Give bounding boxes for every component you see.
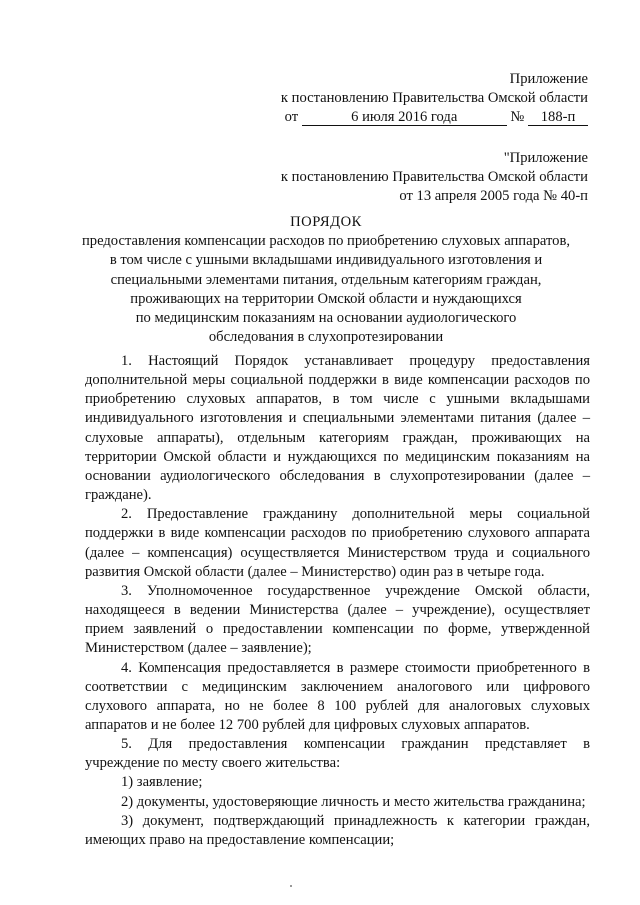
- decree-number: 188-п: [528, 110, 588, 126]
- original-appendix-label: "Приложение: [503, 150, 588, 166]
- decree-reference: к постановлению Правительства Омской области: [280, 90, 588, 106]
- decree-date-line: [258, 108, 588, 127]
- document-title: [60, 213, 592, 347]
- title-line: обследования в слухопротезировании: [208, 329, 444, 346]
- paragraph-4: 4. Компенсация предоставляется в размере стоимости приобретенного в соответствии с медицинским заключением аналогового или цифрового слухового аппарата, но не более 8 100 рублей для аналоговых слуховых аппаратов и не более 12 700 рублей для цифровых слуховых аппаратов.: [85, 659, 590, 733]
- paragraph-2: 2. Предоставление гражданину дополнительной меры социальной поддержки в виде компенсации расходов по приобретению слухового аппарата (далее – компенсация) осуществляется Министерством труда и социального развития Омской области (далее – Министерство) один раз в четыре года.: [85, 506, 590, 580]
- scan-speck: [290, 885, 292, 887]
- original-decree-date: от 13 апреля 2005 года № 40-п: [399, 188, 588, 204]
- paragraph-5: 5. Для предоставления компенсации гражданин представляет в учреждение по месту своего жительства:: [85, 736, 590, 772]
- appendix-header: [258, 70, 588, 206]
- title-line: предоставления компенсации расходов по приобретению слуховых аппаратов,: [81, 233, 570, 250]
- title-line: по медицинским показаниям на основании аудиологического: [135, 310, 517, 327]
- document-body: [85, 352, 590, 850]
- paragraph-1: 1. Настоящий Порядок устанавливает процедуру предоставления дополнительной меры социальной поддержки в виде компенсации расходов по приобретению слуховых аппаратов, в том числе с ушными вкладышами индивидуального изготовления и специальными элементами питания (далее – слуховые аппараты), отдельным категориям граждан, проживающих на территории Омской области и нуждающихся по медицинским показаниям на основании аудиологического обследования в слухопротезировании (далее – граждане).: [85, 353, 590, 504]
- list-item-1: 1) заявление;: [121, 774, 203, 791]
- title-line: в том числе с ушными вкладышами индивидуального изготовления и: [109, 252, 543, 269]
- title-heading: ПОРЯДОК: [290, 214, 362, 230]
- list-item-3: 3) документ, подтверждающий принадлежность к категории граждан, имеющих право на предоставление компенсации;: [85, 812, 590, 848]
- original-decree-reference: к постановлению Правительства Омской области: [280, 169, 588, 185]
- title-line: специальными элементами питания, отдельным категориям граждан,: [110, 271, 542, 288]
- list-item-2: 2) документы, удостоверяющие личность и место жительства гражданина;: [121, 793, 586, 810]
- title-line: проживающих на территории Омской области и нуждающихся: [130, 290, 522, 307]
- decree-date: 6 июля 2016 года: [302, 110, 507, 126]
- from-word: от: [284, 109, 299, 125]
- number-sign: №: [510, 109, 525, 125]
- appendix-label: Приложение: [509, 71, 588, 87]
- paragraph-3: 3. Уполномоченное государственное учреждение Омской области, находящееся в ведении Министерства (далее – учреждение), осуществляет прием заявлений о предоставлении компенсации по форме, утвержденной Министерством (далее – заявление);: [85, 582, 590, 657]
